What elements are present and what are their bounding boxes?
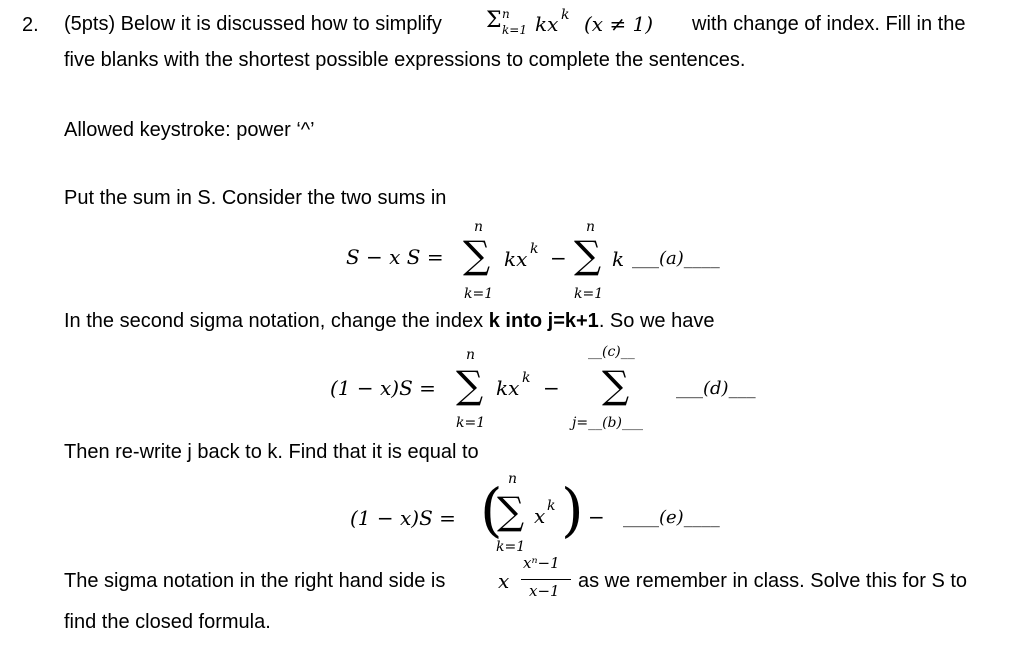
eq1-minus: − — [550, 246, 567, 270]
eq3-upper: n — [508, 471, 518, 487]
eq2-exp1: k — [522, 370, 531, 386]
eq2-term1: kx — [496, 376, 520, 400]
intro-term: kx — [535, 12, 559, 36]
conclusion-text1: The sigma notation in the right hand side is — [64, 570, 446, 592]
change-index-post: . So we have — [598, 310, 715, 332]
eq2-lower1: k=1 — [456, 415, 486, 431]
eq1-upper1: n — [474, 219, 484, 235]
intro-sum-upper: n — [502, 7, 510, 21]
blank-b[interactable]: j=__(b)___ — [572, 415, 643, 431]
intro-exp: k — [561, 7, 570, 23]
fraction-bar — [521, 579, 571, 580]
rewrite-text: Then re-write j back to k. Find that it is equal to — [64, 441, 479, 463]
blank-c[interactable]: __(c)__ — [588, 344, 635, 360]
intro-tail: with change of index. Fill in the — [692, 13, 966, 35]
blank-a[interactable]: ___(a)____ — [632, 248, 720, 269]
eq3-term: x — [534, 504, 546, 528]
eq1-term1: kx — [504, 247, 528, 271]
eq1-term2: k — [612, 247, 625, 271]
eq1-sigma2: ∑ — [574, 233, 602, 277]
eq1-lower1: k=1 — [464, 286, 494, 302]
eq1-sigma1: ∑ — [463, 233, 491, 277]
blank-d[interactable]: ___(d)___ — [676, 378, 756, 399]
change-index-bold: k into j=k+1 — [488, 310, 599, 332]
fraction-denominator: x−1 — [529, 582, 560, 600]
eq2-minus: − — [543, 376, 560, 400]
conclusion-line2: find the closed formula. — [64, 611, 271, 633]
eq3-lower: k=1 — [496, 539, 526, 555]
problem-line2: five blanks with the shortest possible expressions to complete the sentences. — [64, 49, 746, 71]
eq3-left-paren: ( — [480, 476, 503, 544]
problem-intro: (5pts) Below it is discussed how to simplify — [64, 13, 442, 35]
eq1-upper2: n — [586, 219, 596, 235]
intro-sigma: Σ — [486, 8, 502, 33]
eq2-upper1: n — [466, 347, 476, 363]
eq2-lhs: (1 − x)S = — [330, 376, 436, 400]
intro-sum-lower: k=1 — [502, 23, 527, 37]
eq2-sigma2: ∑ — [602, 363, 630, 407]
eq2-sigma1: ∑ — [456, 363, 484, 407]
change-index-pre: In the second sigma notation, change the index — [64, 310, 489, 332]
fraction-numerator: xⁿ−1 — [523, 554, 560, 572]
eq3-right-paren: ) — [561, 476, 584, 544]
eq1-exp1: k — [530, 241, 539, 257]
blank-e[interactable]: ____(e)____ — [623, 507, 720, 528]
eq3-lhs: (1 − x)S = — [350, 506, 456, 530]
conclusion-text2: as we remember in class. Solve this for S to — [578, 570, 968, 592]
eq1-lower2: k=1 — [574, 286, 604, 302]
setup-text: Put the sum in S. Consider the two sums in — [64, 187, 447, 209]
allowed-keystroke: Allowed keystroke: power ‘^’ — [64, 119, 315, 141]
eq3-exp: k — [547, 498, 556, 514]
eq1-lhs: S − x S = — [346, 245, 444, 269]
problem-number: 2. — [22, 14, 39, 36]
change-index-text — [64, 311, 714, 331]
eq3-sigma: ∑ — [497, 489, 525, 533]
conclusion-x: x — [498, 569, 510, 593]
eq3-minus: − — [588, 505, 605, 529]
intro-condition: (x ≠ 1) — [584, 12, 654, 36]
